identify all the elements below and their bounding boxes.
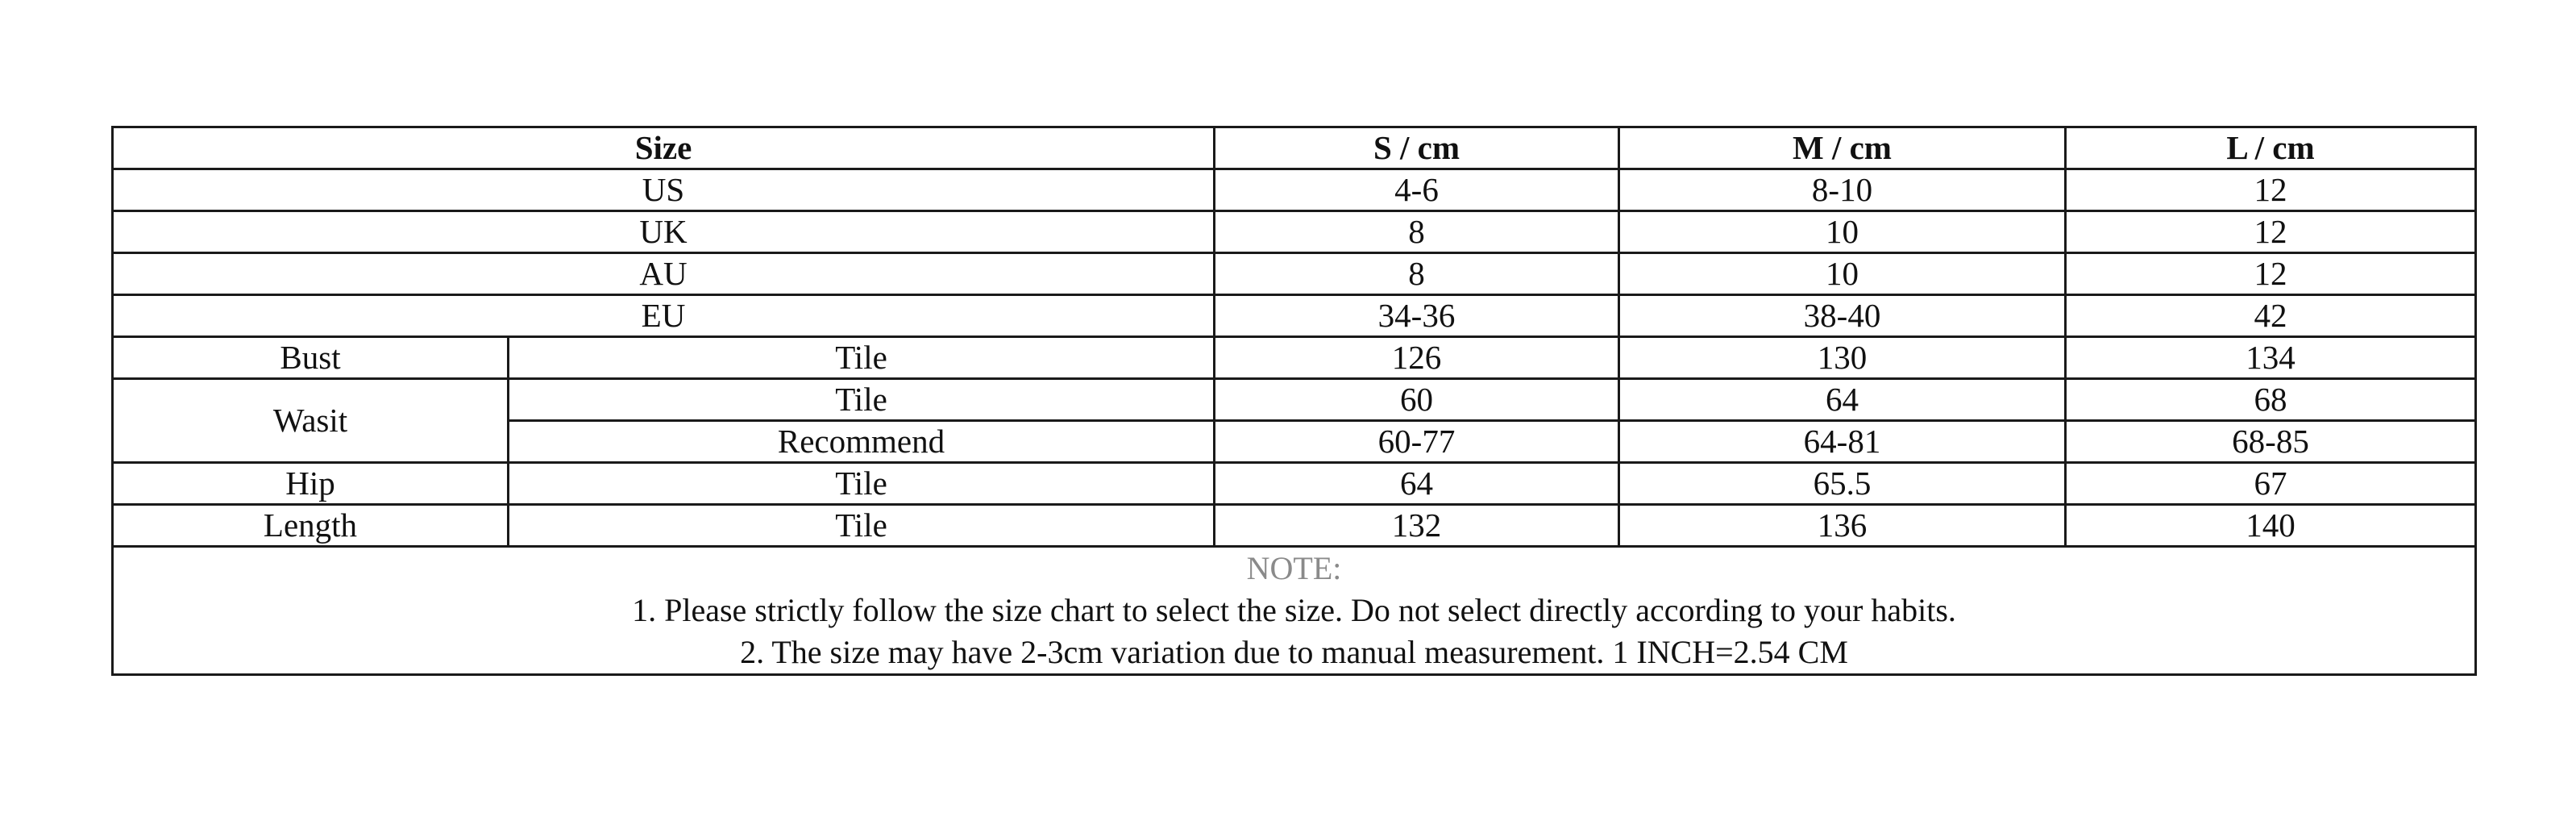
header-row: [113, 127, 2476, 169]
cell-l: 12: [2066, 169, 2476, 211]
measure-type: Tile: [509, 505, 1215, 547]
cell-l: 68: [2066, 379, 2476, 421]
cell-m: 64: [1619, 379, 2066, 421]
region-label: US: [113, 169, 1215, 211]
cell-s: 126: [1215, 337, 1619, 379]
cell-l: 12: [2066, 211, 2476, 253]
table-row-uk: [113, 211, 2476, 253]
note-line-1: 1. Please strictly follow the size chart to select the size. Do not select directly according to your habits.: [632, 592, 1956, 628]
cell-l: 140: [2066, 505, 2476, 547]
cell-s: 8: [1215, 211, 1619, 253]
cell-l: 12: [2066, 253, 2476, 295]
measure-type: Tile: [509, 337, 1215, 379]
note-cell: [113, 547, 2476, 675]
measure-type: Recommend: [509, 421, 1215, 463]
measure-type: Tile: [509, 379, 1215, 421]
table-row-hip: [113, 463, 2476, 505]
note-line-2: 2. The size may have 2-3cm variation due to manual measurement. 1 INCH=2.54 CM: [740, 634, 1848, 670]
header-size: Size: [113, 127, 1215, 169]
cell-s: 60-77: [1215, 421, 1619, 463]
cell-m: 10: [1619, 211, 2066, 253]
header-s-cm: S / cm: [1215, 127, 1619, 169]
table-row-us: [113, 169, 2476, 211]
table-row-note: [113, 547, 2476, 675]
cell-l: 67: [2066, 463, 2476, 505]
header-m-cm: M / cm: [1619, 127, 2066, 169]
cell-s: 132: [1215, 505, 1619, 547]
cell-s: 64: [1215, 463, 1619, 505]
region-label: UK: [113, 211, 1215, 253]
cell-s: 34-36: [1215, 295, 1619, 337]
cell-l: 42: [2066, 295, 2476, 337]
region-label: EU: [113, 295, 1215, 337]
cell-m: 130: [1619, 337, 2066, 379]
cell-l: 68-85: [2066, 421, 2476, 463]
measure-label: Hip: [113, 463, 509, 505]
cell-m: 38-40: [1619, 295, 2066, 337]
table-row-au: [113, 253, 2476, 295]
cell-l: 134: [2066, 337, 2476, 379]
cell-m: 136: [1619, 505, 2066, 547]
region-label: AU: [113, 253, 1215, 295]
cell-s: 8: [1215, 253, 1619, 295]
table-row-bust: [113, 337, 2476, 379]
table-row-eu: [113, 295, 2476, 337]
cell-m: 64-81: [1619, 421, 2066, 463]
cell-m: 65.5: [1619, 463, 2066, 505]
cell-m: 10: [1619, 253, 2066, 295]
measure-label: Length: [113, 505, 509, 547]
table-row-waist-tile: [113, 379, 2476, 421]
cell-m: 8-10: [1619, 169, 2066, 211]
table-row-length: [113, 505, 2476, 547]
cell-s: 60: [1215, 379, 1619, 421]
note-title: NOTE:: [1246, 550, 1342, 586]
cell-s: 4-6: [1215, 169, 1619, 211]
measure-label: Bust: [113, 337, 509, 379]
measure-label: Wasit: [113, 379, 509, 463]
measure-type: Tile: [509, 463, 1215, 505]
header-l-cm: L / cm: [2066, 127, 2476, 169]
size-chart-table: [111, 126, 2477, 676]
